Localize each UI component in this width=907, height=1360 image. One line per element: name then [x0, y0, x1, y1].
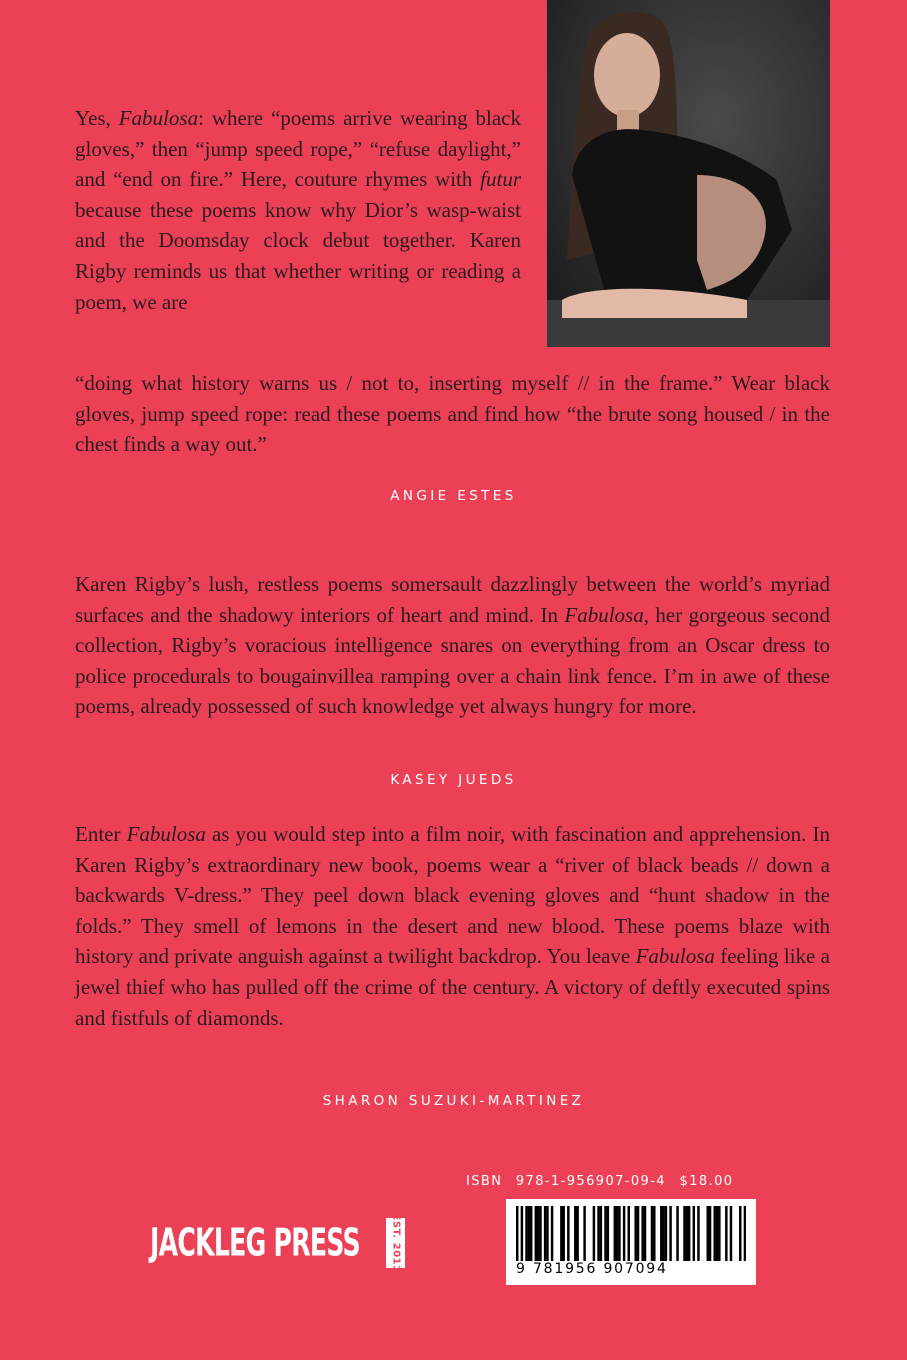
- publisher-name: JACKLEG PRESS: [150, 1220, 360, 1266]
- isbn-label: ISBN: [466, 1174, 503, 1189]
- barcode-bar: [618, 1206, 620, 1261]
- barcode-bar: [574, 1206, 576, 1261]
- barcode-bar: [697, 1206, 699, 1261]
- barcode-bar: [546, 1206, 548, 1261]
- text-run: because these poems know why Dior’s wasp-waist and the Doomsday clock debut together. Karen Rigby reminds us that whether writing or reading a poem, we are: [75, 197, 521, 314]
- barcode-bar: [525, 1206, 527, 1261]
- author-photo: [547, 0, 830, 347]
- text-run: , her gorgeous second collection, Rigby’s voracious intelligence snares on everything from an Oscar dress to police procedurals to bougainvillea ramping over a chain link fence. I’m in awe of these poems, already possessed of such knowledge yet always hungry for more.: [75, 602, 830, 719]
- author-portrait-image: [547, 0, 830, 347]
- barcode-bar: [686, 1206, 688, 1261]
- publisher-logo: [150, 1213, 405, 1273]
- barcode-bar: [535, 1206, 537, 1261]
- blurb-2-text: [75, 569, 830, 722]
- barcode-bar: [560, 1206, 562, 1261]
- isbn-price-line: [466, 1174, 741, 1189]
- barcode-bar: [644, 1206, 646, 1261]
- text-run: : where “poems arrive wearing black gloves,” then “jump speed rope,” “refuse daylight,” and “end on fire.” Here, couture rhymes with: [75, 106, 522, 192]
- text-run: as you would step into a film noir, with fascination and apprehension. In Karen Rigby’s extraordinary new book, poems wear a “river of black beads // down a backwards V-dress.” They peel down black evening gloves and “hunt shadow in the folds.” They smell of lemons in the desert and new blood. These poems blaze with history and private anguish against a twilight backdrop. You leave: [75, 822, 830, 969]
- italic-title: Fabulosa: [118, 106, 199, 130]
- italic-title: Fabulosa: [126, 822, 206, 846]
- italic-title: futur: [480, 167, 521, 192]
- barcode-bar: [718, 1206, 720, 1261]
- text-run: feeling like a jewel thief who has pulled off the crime of the century. A victory of deftly executed spins and fistfuls of diamonds.: [75, 944, 830, 1030]
- barcode-bar: [651, 1206, 653, 1261]
- barcode-bar: [600, 1206, 602, 1261]
- barcode-bar: [707, 1206, 709, 1261]
- barcode-bar: [528, 1206, 530, 1261]
- barcode-bar: [614, 1206, 616, 1261]
- barcode-bars: [516, 1206, 746, 1261]
- blurb-1-text-part-a: [75, 103, 521, 317]
- barcode-bar: [607, 1206, 609, 1261]
- publisher-est-text: EST. 2011: [390, 1213, 401, 1273]
- barcode-bar: [537, 1206, 539, 1261]
- barcode-bar: [593, 1206, 595, 1261]
- blurb-3-attribution: SHARON SUZUKI-MARTINEZ: [322, 1093, 585, 1109]
- italic-title: Fabulosa: [564, 602, 644, 627]
- text-run: Karen Rigby’s lush, restless poems somersault dazzlingly between the world’s myriad surfaces and the shadowy interiors of heart and mind. In: [75, 572, 830, 627]
- barcode-bar: [676, 1206, 678, 1261]
- publisher-est-badge: [386, 1213, 405, 1273]
- barcode-bar: [693, 1206, 695, 1261]
- blurb-2-attribution: KASEY JUEDS: [390, 772, 517, 788]
- barcode-bar: [662, 1206, 664, 1261]
- barcode-bar: [634, 1206, 636, 1261]
- barcode-bar: [544, 1206, 546, 1261]
- barcode-bar: [628, 1206, 630, 1261]
- barcode-bar: [739, 1206, 741, 1261]
- barcode-bar: [637, 1206, 639, 1261]
- barcode-digits: 9 781956 907094: [516, 1261, 668, 1277]
- barcode-bar: [516, 1206, 518, 1261]
- barcode-bar: [641, 1206, 643, 1261]
- barcode-bar: [660, 1206, 662, 1261]
- barcode-bar: [597, 1206, 599, 1261]
- barcode: [506, 1199, 756, 1285]
- barcode-bar: [521, 1206, 523, 1261]
- barcode-bar: [669, 1206, 671, 1261]
- barcode-bar: [725, 1206, 727, 1261]
- blurb-3-text: [75, 819, 830, 1033]
- barcode-bar: [576, 1206, 578, 1261]
- price: $18.00: [679, 1174, 734, 1189]
- isbn-number: 978-1-956907-09-4: [515, 1174, 666, 1189]
- barcode-bar: [551, 1206, 553, 1261]
- barcode-bar: [623, 1206, 625, 1261]
- barcode-bar: [683, 1206, 685, 1261]
- barcode-bar: [653, 1206, 655, 1261]
- barcode-bar: [665, 1206, 667, 1261]
- italic-title: Fabulosa: [635, 944, 715, 969]
- text-run: “doing what history warns us / not to, inserting myself // in the frame.” Wear black gloves, jump speed rope: read these poems and find how “the brute song housed / in the chest finds a way out.”: [75, 371, 830, 457]
- text-run: Yes,: [75, 106, 119, 130]
- barcode-bar: [616, 1206, 618, 1261]
- blurb-1-text-part-b: [75, 368, 830, 460]
- barcode-bar: [530, 1206, 532, 1261]
- barcode-bar: [730, 1206, 732, 1261]
- barcode-bar: [567, 1206, 569, 1261]
- barcode-bar: [604, 1206, 606, 1261]
- barcode-bar: [716, 1206, 718, 1261]
- barcode-bar: [709, 1206, 711, 1261]
- barcode-bar: [713, 1206, 715, 1261]
- barcode-bar: [583, 1206, 585, 1261]
- barcode-bar: [744, 1206, 746, 1261]
- barcode-bar: [562, 1206, 564, 1261]
- blurb-1-attribution: ANGIE ESTES: [390, 488, 517, 504]
- barcode-bar: [688, 1206, 690, 1261]
- barcode-bar: [539, 1206, 541, 1261]
- text-run: Enter: [75, 822, 127, 846]
